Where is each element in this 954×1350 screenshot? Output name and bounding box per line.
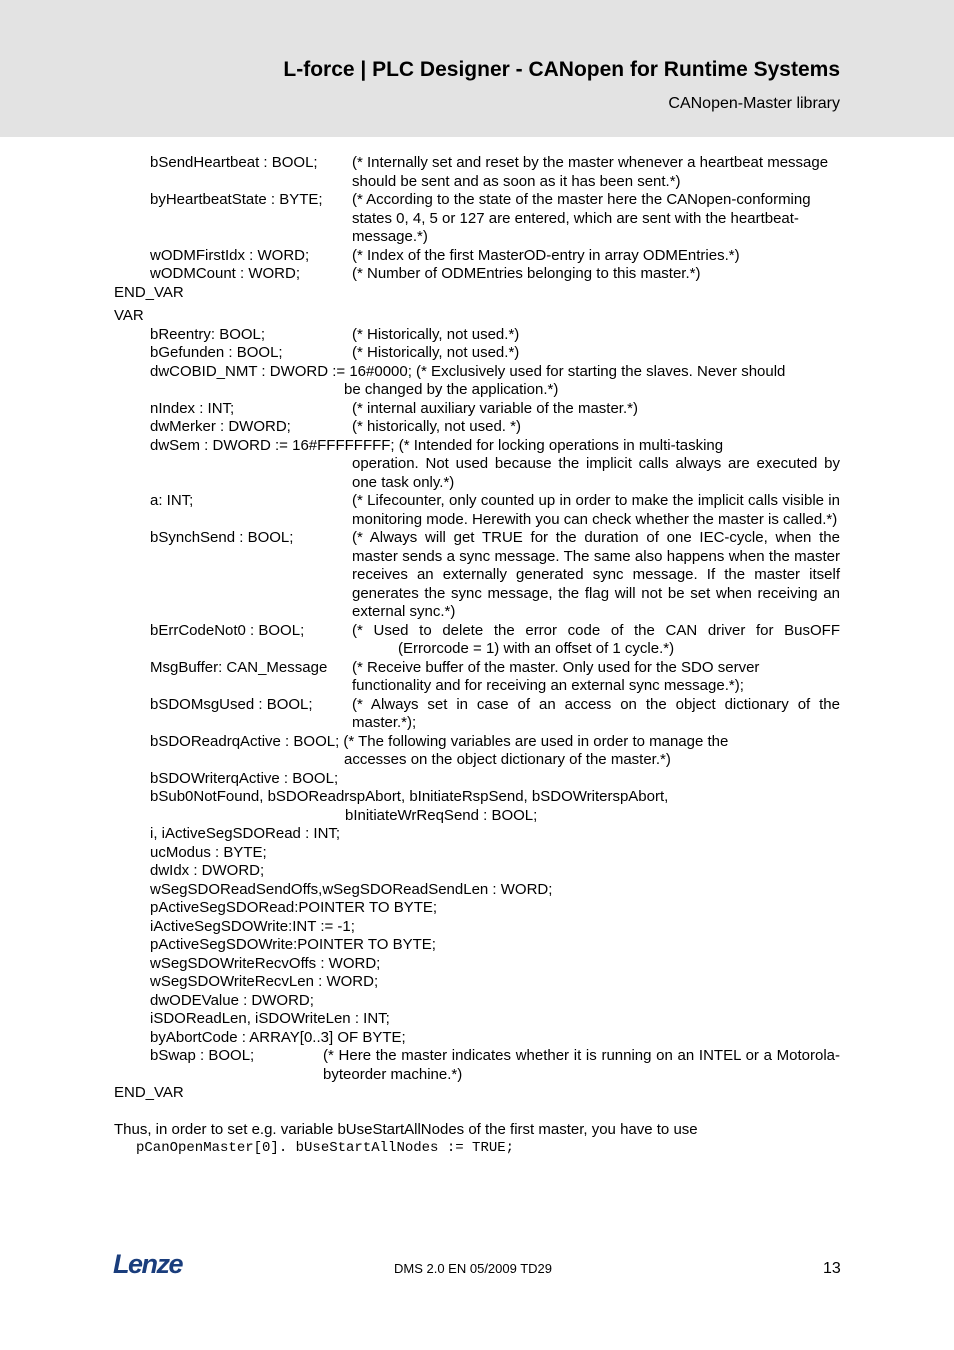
var-comment-line: (* Receive buffer of the master. Only used for the SDO server: [352, 658, 760, 676]
var-declaration-line: dwSem : DWORD := 16#FFFFFFFF; (* Intended for locking operations in multi-tasking: [150, 436, 724, 454]
spacer: [114, 1103, 840, 1121]
var-comment: (* According to the state of the master here the CANopen-conforming states 0, 4, 5 or 127 are entered, which are sent with the heartbeat-message.*): [352, 191, 811, 245]
page-number: 13: [823, 1260, 841, 1277]
lenze-logo: [113, 1249, 193, 1282]
var-declaration: [114, 492, 840, 529]
var-keyword: VAR: [114, 307, 144, 324]
var-declaration-line: wSegSDOWriteRecvLen : WORD;: [150, 973, 379, 990]
page-header: [0, 0, 954, 137]
var-name: MsgBuffer: CAN_Message: [150, 658, 328, 676]
var-declaration-line: bSub0NotFound, bSDOReadrspAbort, bInitiateRspSend, bSDOWriterspAbort,: [150, 788, 669, 805]
lenze-logo-text: Lenze: [113, 1249, 183, 1277]
var-comment: (* Here the master indicates whether it is running on an INTEL or a Motorola-byteorder machine.*): [323, 1047, 840, 1083]
var-comment: (* Always set in case of an access on the object dictionary of the master.*);: [352, 695, 840, 731]
var-name: bGefunden : BOOL;: [150, 344, 283, 361]
var-name: byHeartbeatState : BYTE;: [150, 191, 323, 208]
var-name: bSynchSend : BOOL;: [150, 529, 294, 546]
var-comment-continuation: operation. Not used because the implicit calls always are executed by one task only.*): [352, 455, 840, 491]
var-name: wODMCount : WORD;: [150, 265, 301, 282]
var-comment-line: (Errorcode = 1) with an offset of 1 cycle.*): [398, 640, 675, 657]
var-declaration-line: pActiveSegSDORead:POINTER TO BYTE;: [150, 899, 438, 916]
var-comment-continuation: be changed by the application.*): [344, 381, 559, 398]
body-text: Thus, in order to set e.g. variable bUseStartAllNodes of the first master, you have to use: [114, 1120, 698, 1138]
code-example: pCanOpenMaster[0]. bUseStartAllNodes := TRUE;: [136, 1140, 515, 1156]
var-declaration: [114, 191, 840, 247]
var-declaration-line: dwCOBID_NMT : DWORD := 16#0000; (* Exclusively used for starting the slaves. Never should: [150, 362, 786, 380]
var-declaration-line: byAbortCode : ARRAY[0..3] OF BYTE;: [150, 1028, 406, 1046]
var-comment-line: (* Used to delete the error code of the CAN driver for BusOFF: [352, 621, 840, 639]
var-comment: (* Number of ODMEntries belonging to this master.*): [352, 265, 701, 282]
document-title: L-force | PLC Designer - CANopen for Runtime Systems: [283, 58, 840, 81]
var-comment: (* Internally set and reset by the master whenever a heartbeat message should be sent and as soon as it has been sent.*): [352, 154, 829, 190]
var-declaration: [114, 622, 840, 659]
var-declaration: [114, 326, 840, 345]
var-declaration-line: bSDOReadrqActive : BOOL; (* The following variables are used in order to manage the: [150, 732, 729, 750]
var-comment: (* Index of the first MasterOD-entry in array ODMEntries.*): [352, 246, 740, 264]
var-comment-continuation-row: [114, 455, 840, 492]
var-comment: [352, 622, 840, 659]
var-declaration-continuation: bInitiateWrReqSend : BOOL;: [345, 806, 538, 824]
var-declaration: [114, 344, 840, 363]
var-name: nIndex : INT;: [150, 399, 235, 417]
var-name: a: INT;: [150, 492, 194, 509]
var-declaration: [114, 418, 840, 437]
var-comment-continuation: accesses on the object dictionary of the master.*): [344, 751, 671, 768]
document-subtitle: CANopen-Master library: [668, 95, 840, 112]
var-declaration-line: ucModus : BYTE;: [150, 843, 267, 861]
lenze-logo-graphic: [113, 1249, 193, 1277]
var-comment: (* Always will get TRUE for the duration of one IEC-cycle, when the master sends a sync message. The same also happens when the master receives an externally generated sync message. If the master itself generates the sync message, the flag will not be set when receiving an external sync.*): [352, 529, 840, 620]
var-declaration: [114, 154, 840, 191]
var-declaration-line: pActiveSegSDOWrite:POINTER TO BYTE;: [150, 936, 436, 953]
var-name: bReentry: BOOL;: [150, 325, 266, 343]
var-declaration-line: wSegSDOReadSendOffs,wSegSDOReadSendLen : WORD;: [150, 880, 553, 898]
var-declaration-line: iSDOReadLen, iSDOWriteLen : INT;: [150, 1010, 390, 1027]
var-comment: (* Lifecounter, only counted up in order to make the implicit calls visible in monitoring mode. Herewith you can check whether the master is called.*): [352, 492, 840, 528]
var-declaration-line: bSDOWriterqActive : BOOL;: [150, 769, 339, 787]
document-id: DMS 2.0 EN 05/2009 TD29: [394, 1261, 553, 1276]
var-declaration: [114, 1047, 840, 1084]
var-name: bSDOMsgUsed : BOOL;: [150, 695, 313, 713]
var-name: wODMFirstIdx : WORD;: [150, 246, 310, 264]
var-name: bErrCodeNot0 : BOOL;: [150, 621, 305, 639]
var-declaration-line: dwODEValue : DWORD;: [150, 991, 314, 1009]
var-comment: (* internal auxiliary variable of the master.*): [352, 399, 638, 417]
var-declaration-line: dwIdx : DWORD;: [150, 862, 265, 879]
var-declaration-line: i, iActiveSegSDORead : INT;: [150, 825, 341, 842]
var-declaration: [114, 400, 840, 419]
var-declaration: [114, 247, 840, 266]
var-comment-line: functionality and for receiving an external sync message.*);: [352, 677, 744, 694]
var-declaration: [114, 529, 840, 622]
var-name: dwMerker : DWORD;: [150, 418, 291, 435]
var-comment: (* historically, not used. *): [352, 418, 521, 435]
var-comment: [352, 659, 840, 696]
page-content: [114, 154, 840, 1158]
var-comment: (* Historically, not used.*): [352, 344, 520, 361]
var-name: bSwap : BOOL;: [150, 1047, 255, 1064]
var-declaration: [114, 696, 840, 733]
var-comment: (* Historically, not used.*): [352, 325, 520, 343]
var-name: bSendHeartbeat : BOOL;: [150, 154, 318, 171]
var-declaration: [114, 659, 840, 696]
end-var-keyword: END_VAR: [114, 1084, 184, 1101]
end-var-keyword: END_VAR: [114, 283, 184, 301]
var-declaration-line: wSegSDOWriteRecvOffs : WORD;: [150, 954, 381, 972]
var-declaration: [114, 265, 840, 284]
var-declaration-line: iActiveSegSDOWrite:INT := -1;: [150, 917, 355, 935]
